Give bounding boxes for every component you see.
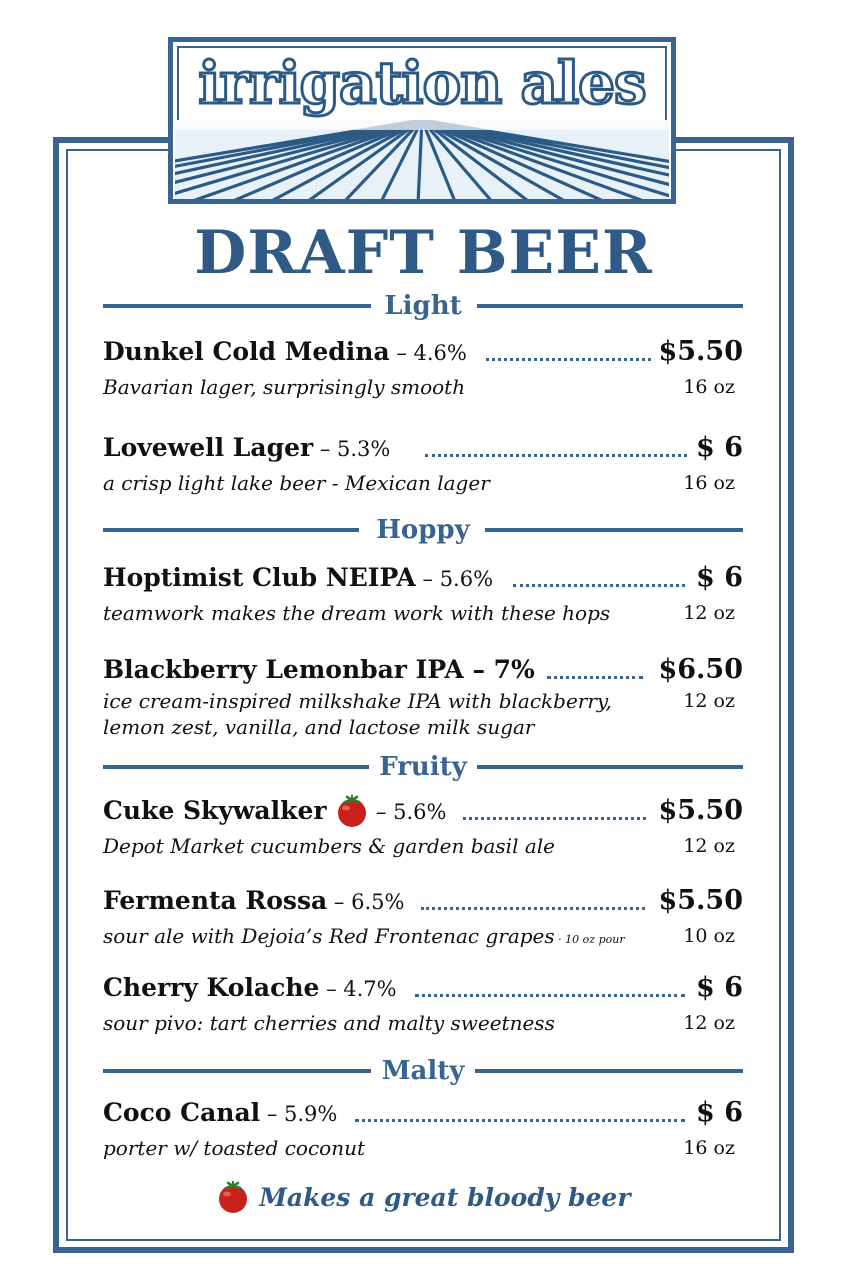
beer-price: $ 6 [696,562,743,593]
beer-name: Cherry Kolache – 4.7% [103,973,397,1002]
tomato-icon [216,1180,250,1214]
beer-price: $ 6 [696,972,743,1003]
beer-price: $5.50 [658,885,743,916]
footnote-text: Makes a great bloody beer [259,1183,631,1212]
beer-item-dunkel [103,334,743,400]
beer-abv: – 5.9% [260,1102,338,1126]
tomato-icon [335,794,369,828]
section-label: Fruity [379,752,467,782]
section-header-malty [103,1054,743,1088]
dot-leader [463,817,646,820]
beer-name: Dunkel Cold Medina – 4.6% [103,337,467,366]
dot-leader [421,907,645,910]
section-header-light [103,289,743,323]
section-header-fruity [103,750,743,784]
beer-price: $6.50 [658,654,743,685]
beer-description: sour ale with Dejoia’s Red Frontenac grapes · 10 oz pour [103,924,625,948]
beer-name: Cuke Skywalker – 5.6% [103,793,446,830]
beer-item-cherry [103,970,743,1036]
section-label: Malty [381,1056,465,1086]
beer-abv: – 6.5% [327,890,405,914]
beer-description: Bavarian lager, surprisingly smooth [103,375,466,399]
dot-leader [415,994,685,997]
beer-abv: – 4.7% [319,977,397,1001]
beer-description: sour pivo: tart cherries and malty sweetness [103,1011,555,1035]
dot-leader [425,454,687,457]
section-header-hoppy [103,513,743,547]
beer-price: $5.50 [658,795,743,826]
beer-description: teamwork makes the dream work with these hops [103,601,611,625]
beer-abv: – 4.6% [389,341,467,365]
beer-item-blackberry [103,652,743,740]
section-label: Light [384,291,462,321]
beer-item-coco [103,1095,743,1161]
beer-description: ice cream-inspired milkshake IPA with blackberry, lemon zest, vanilla, and lactose milk sugar [103,689,612,739]
pour-size: 12 oz [683,690,735,712]
section-label: Hoppy [376,515,470,545]
beer-name: Fermenta Rossa – 6.5% [103,886,405,915]
pour-size: 16 oz [683,472,735,494]
brand-logo [168,37,676,204]
beer-item-fermenta [103,883,743,953]
beer-description: porter w/ toasted coconut [103,1136,365,1160]
beer-name: Lovewell Lager – 5.3% [103,433,391,462]
field-rows-graphic [175,120,669,204]
beer-abv: – 5.3% [313,437,391,461]
beer-description: Depot Market cucumbers & garden basil ale [103,834,555,858]
pour-size: 16 oz [683,376,735,398]
beer-abv: – 5.6% [369,800,447,824]
dot-leader [355,1119,685,1122]
beer-description: a crisp light lake beer - Mexican lager [103,471,490,495]
footnote [0,1180,847,1216]
beer-price: $ 6 [696,432,743,463]
brand-name: irrigation ales [198,49,646,117]
beer-item-lovewell [103,430,743,496]
beer-abv: – 5.6% [415,567,494,591]
beer-name: Coco Canal – 5.9% [103,1098,338,1127]
page-title: DRAFT BEER [194,218,653,288]
pour-size: 16 oz [683,1137,735,1159]
dot-leader [486,358,651,361]
pour-size: 12 oz [683,835,735,857]
pour-size: 12 oz [683,602,735,624]
pour-size: 10 oz [683,925,735,947]
beer-item-cuke [103,793,743,859]
beer-item-hoptimist [103,560,743,626]
dot-leader [513,584,685,587]
beer-price: $5.50 [658,336,743,367]
dot-leader [547,676,643,679]
pour-note: · 10 oz pour [554,933,625,946]
beer-name: Hoptimist Club NEIPA – 5.6% [103,563,494,592]
pour-size: 12 oz [683,1012,735,1034]
beer-name: Blackberry Lemonbar IPA – 7% [103,655,535,684]
beer-price: $ 6 [696,1097,743,1128]
